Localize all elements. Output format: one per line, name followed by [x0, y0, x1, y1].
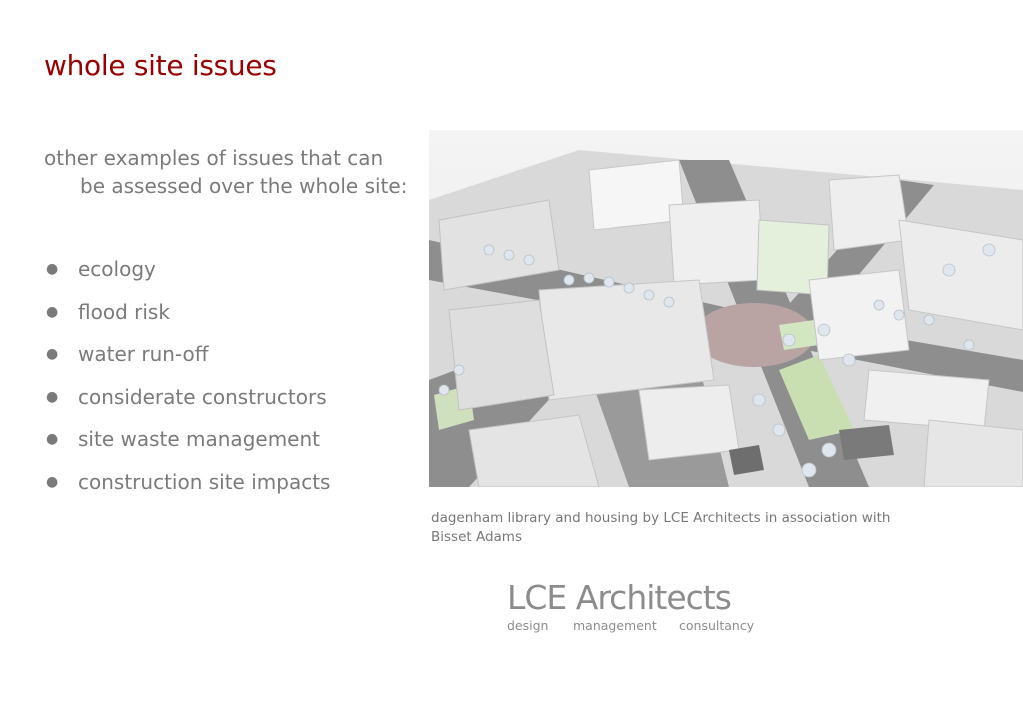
list-item-text: ecology: [78, 257, 156, 281]
issues-list: [44, 255, 330, 511]
bullet-icon: ●: [46, 303, 59, 320]
intro-line-2: be assessed over the whole site:: [80, 174, 408, 198]
logo-tagline-consultancy: consultancy: [679, 618, 755, 633]
lce-architects-logo: [507, 578, 754, 633]
logo-tagline-design: design: [507, 618, 549, 633]
list-item: [44, 425, 330, 468]
bullet-icon: ●: [46, 431, 59, 448]
logo-tagline: [507, 618, 754, 633]
slide-title: whole site issues: [44, 49, 277, 82]
list-item: [44, 255, 330, 298]
list-item-text: construction site impacts: [78, 469, 331, 494]
list-item-text: water run-off: [78, 342, 209, 367]
list-item: [44, 340, 330, 383]
list-item: [44, 383, 330, 426]
list-item-text: flood risk: [78, 299, 170, 324]
bullet-icon: ●: [46, 346, 59, 363]
list-item: [44, 468, 330, 511]
bullet-icon: ●: [46, 388, 59, 405]
aerial-site-render: [429, 130, 1023, 487]
bullet-icon: ●: [46, 261, 59, 277]
list-item-text: site waste management: [78, 427, 320, 452]
list-item-text: considerate constructors: [78, 384, 327, 409]
list-item: [44, 298, 330, 341]
logo-wordmark: LCE Architects: [507, 578, 731, 617]
intro-line-1: other examples of issues that can: [44, 146, 384, 170]
logo-tagline-management: management: [573, 618, 657, 633]
bullet-icon: ●: [46, 473, 59, 490]
intro-text: [44, 144, 434, 200]
image-caption: dagenham library and housing by LCE Architects in association with Bisset Adams: [431, 510, 891, 545]
